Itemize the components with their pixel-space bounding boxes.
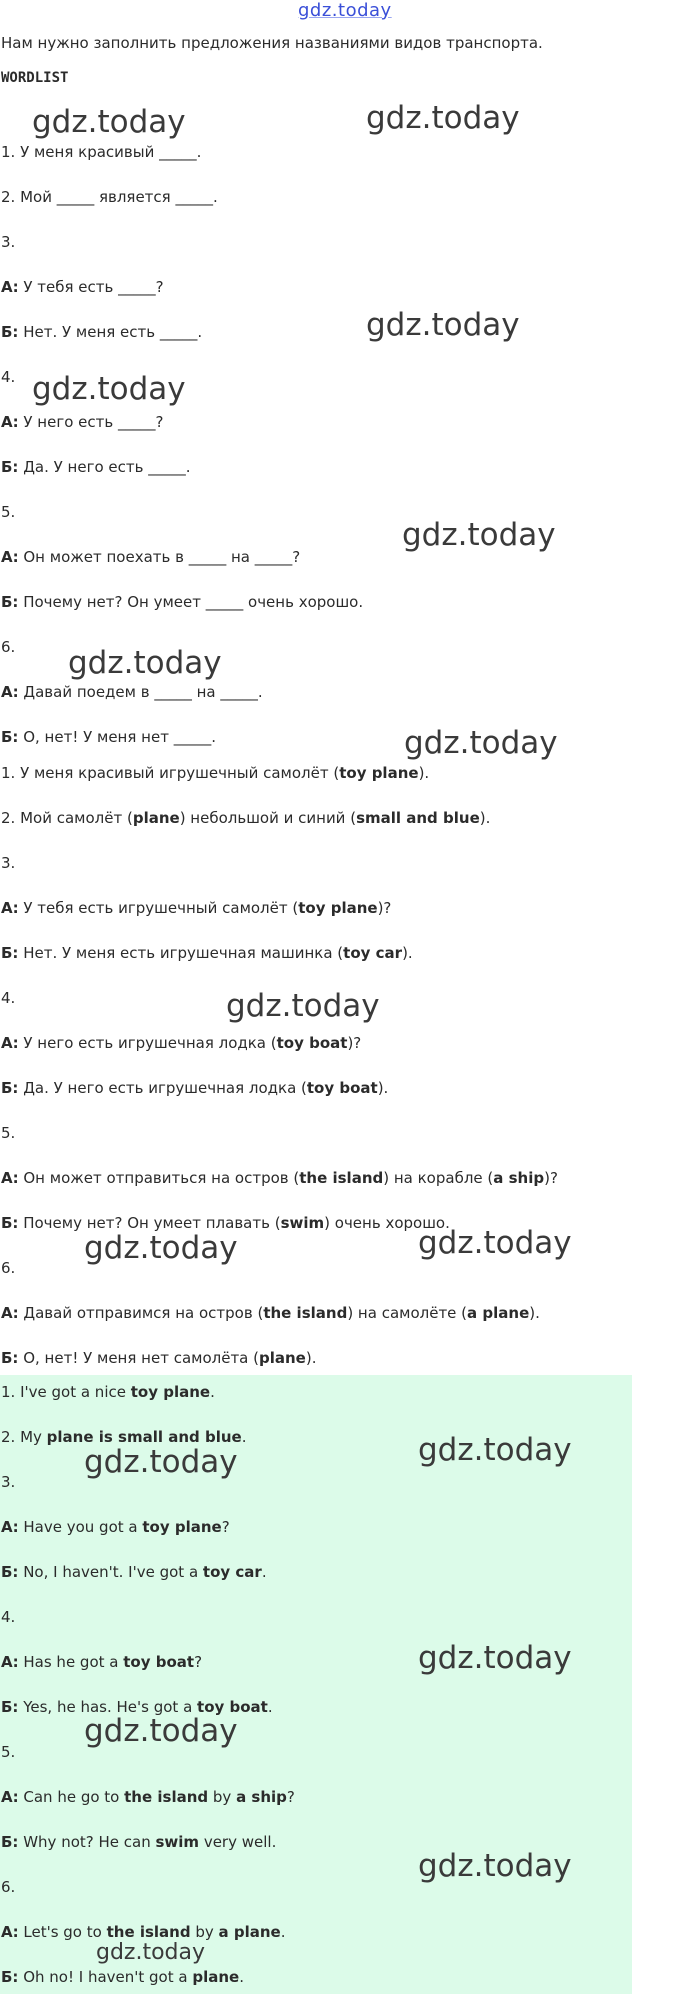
english-answer-line [1, 1967, 244, 1987]
text-segment: ). [529, 1304, 540, 1322]
text-segment: Нет. У меня есть _____. [18, 323, 203, 341]
text-segment: No, I haven't. I've got a [18, 1563, 203, 1581]
text-segment: 6. [1, 1878, 16, 1896]
exercise-line [1, 592, 363, 612]
text-segment: Давай отправимся на остров ( [18, 1304, 264, 1322]
exercise-line [1, 682, 263, 702]
exercise-line [1, 367, 15, 387]
watermark: gdz.today [84, 1230, 238, 1266]
text-segment: . [210, 1383, 215, 1401]
text-segment: ). [402, 944, 413, 962]
english-answer-line [1, 1652, 202, 1672]
watermark: gdz.today [366, 100, 520, 136]
text-segment: ). [479, 809, 491, 827]
bold-text: toy boat [276, 1034, 348, 1052]
bold-text: Б: [1, 593, 19, 611]
text-segment: 6. [1, 638, 16, 656]
russian-answer-line [1, 943, 413, 963]
text-segment: Can he go to [18, 1788, 125, 1806]
russian-answer-line [1, 898, 391, 918]
text-segment: . [261, 1563, 267, 1581]
text-segment: 4. [1, 1608, 16, 1626]
text-segment: ) на корабле ( [383, 1169, 494, 1187]
exercise-line [1, 277, 164, 297]
bold-text: Б: [1, 1563, 19, 1581]
exercise-line [1, 142, 201, 162]
bold-text: А: [1, 1518, 19, 1536]
bold-text: Б: [1, 323, 19, 341]
text-segment: Нет. У меня есть игрушечная машинка ( [18, 944, 344, 962]
bold-text: plane is small and blue [46, 1428, 242, 1446]
english-answer-box [0, 1375, 632, 1994]
english-answer-line [1, 1427, 247, 1447]
text-segment: У него есть _____? [18, 413, 164, 431]
exercise-line [1, 322, 202, 342]
text-segment: 4. [1, 368, 16, 386]
exercise-line [1, 547, 300, 567]
russian-answer-line [1, 1078, 388, 1098]
bold-text: А: [1, 683, 19, 701]
bold-text: Б: [1, 458, 19, 476]
bold-text: the island [124, 1788, 209, 1806]
bold-text: toy car [343, 944, 403, 962]
english-answer-line [1, 1787, 295, 1807]
bold-text: А: [1, 1169, 19, 1187]
russian-answer-line [1, 988, 15, 1008]
english-answer-line [1, 1472, 15, 1492]
english-answer-line [1, 1922, 286, 1942]
text-segment: 5. [1, 503, 16, 521]
bold-text: Б: [1, 1698, 19, 1716]
text-segment: О, нет! У меня нет _____. [18, 728, 216, 746]
wordlist-heading: WORDLIST [1, 70, 69, 86]
bold-text: toy plane [142, 1518, 222, 1536]
text-segment: )? [544, 1169, 558, 1187]
exercise-line [1, 232, 15, 252]
english-answer-line [1, 1607, 15, 1627]
text-segment: Let's go to [18, 1923, 107, 1941]
text-segment: 1. I've got a nice [1, 1383, 131, 1401]
text-segment: ? [194, 1653, 203, 1671]
watermark: gdz.today [418, 1225, 572, 1261]
text-segment: by [190, 1923, 219, 1941]
text-segment: . [280, 1923, 286, 1941]
text-segment: ) на самолёте ( [347, 1304, 468, 1322]
bold-text: plane [259, 1349, 306, 1367]
bold-text: plane [132, 809, 180, 827]
bold-text: А: [1, 278, 19, 296]
bold-text: toy boat [197, 1698, 268, 1716]
watermark: gdz.today [84, 1713, 238, 1749]
text-segment: 2. Мой самолёт ( [1, 809, 133, 827]
exercise-line [1, 187, 218, 207]
russian-answer-line [1, 1033, 361, 1053]
bold-text: toy plane [130, 1383, 211, 1401]
bold-text: А: [1, 548, 19, 566]
english-answer-line [1, 1562, 267, 1582]
text-segment: ). [418, 764, 430, 782]
intro-text: Нам нужно заполнить предложения названиями видов транспорта. [1, 34, 543, 52]
text-segment: У тебя есть _____? [18, 278, 164, 296]
text-segment: by [208, 1788, 237, 1806]
text-segment: ) очень хорошо. [324, 1214, 450, 1232]
russian-answer-line [1, 1168, 558, 1188]
text-segment: 1. У меня красивый _____. [1, 143, 202, 161]
text-segment: 3. [1, 233, 16, 251]
bold-text: the island [263, 1304, 348, 1322]
text-segment: 4. [1, 989, 16, 1007]
bold-text: swim [155, 1833, 200, 1851]
exercise-line [1, 457, 191, 477]
text-segment: 1. У меня красивый игрушечный самолёт ( [1, 764, 340, 782]
bold-text: toy plane [339, 764, 419, 782]
text-segment: Yes, he has. He's got a [18, 1698, 198, 1716]
bold-text: А: [1, 1923, 19, 1941]
exercise-line [1, 502, 15, 522]
bold-text: Б: [1, 1349, 19, 1367]
watermark: gdz.today [84, 1444, 238, 1480]
watermark: gdz.today [418, 1640, 572, 1676]
text-segment: very well. [199, 1833, 277, 1851]
watermark: gdz.today [68, 645, 222, 681]
text-segment: Почему нет? Он умеет _____ очень хорошо. [18, 593, 364, 611]
watermark: gdz.today [418, 1432, 572, 1468]
bold-text: a plane [218, 1923, 281, 1941]
text-segment: ) небольшой и синий ( [179, 809, 357, 827]
english-answer-line [1, 1382, 215, 1402]
text-segment: . [239, 1968, 244, 1986]
russian-answer-line [1, 808, 490, 828]
russian-answer-line [1, 1348, 316, 1368]
text-segment: . [267, 1698, 273, 1716]
russian-answer-line [1, 1303, 540, 1323]
bold-text: a plane [467, 1304, 530, 1322]
text-segment: Oh no! I haven't got a [18, 1968, 193, 1986]
bold-text: the island [299, 1169, 384, 1187]
text-segment: У него есть игрушечная лодка ( [18, 1034, 277, 1052]
russian-answer-line [1, 1258, 15, 1278]
text-segment: 2. Мой _____ является _____. [1, 188, 218, 206]
russian-answer-line [1, 853, 15, 873]
russian-answer-line [1, 1123, 15, 1143]
bold-text: small and blue [356, 809, 480, 827]
exercise-line [1, 412, 163, 432]
bold-text: Б: [1, 728, 19, 746]
english-answer-line [1, 1742, 15, 1762]
text-segment: 3. [1, 854, 16, 872]
watermark: gdz.today [226, 988, 380, 1024]
watermark: gdz.today [32, 104, 186, 140]
text-segment: Он может отправиться на остров ( [18, 1169, 300, 1187]
bold-text: А: [1, 1034, 19, 1052]
bold-text: А: [1, 1304, 19, 1322]
russian-answer-line [1, 763, 429, 783]
text-segment: Why not? He can [18, 1833, 156, 1851]
watermark: gdz.today [418, 1848, 572, 1884]
text-segment: Да. У него есть _____. [18, 458, 191, 476]
english-answer-line [1, 1697, 273, 1717]
bold-text: А: [1, 1788, 19, 1806]
text-segment: Он может поехать в _____ на _____? [18, 548, 301, 566]
bold-text: toy boat [306, 1079, 378, 1097]
bold-text: А: [1, 413, 19, 431]
text-segment: Have you got a [18, 1518, 143, 1536]
text-segment: Да. У него есть игрушечная лодка ( [18, 1079, 307, 1097]
bold-text: a ship [493, 1169, 545, 1187]
watermark: gdz.today [402, 517, 556, 553]
bold-text: toy boat [123, 1653, 195, 1671]
text-segment: )? [347, 1034, 362, 1052]
watermark: gdz.today [32, 371, 186, 407]
bold-text: the island [106, 1923, 191, 1941]
bold-text: swim [280, 1214, 325, 1232]
bold-text: Б: [1, 1214, 19, 1232]
text-segment: 2. My [1, 1428, 47, 1446]
text-segment: Давай поедем в _____ на _____. [18, 683, 263, 701]
text-segment: У тебя есть игрушечный самолёт ( [18, 899, 299, 917]
text-segment: . [241, 1428, 247, 1446]
exercise-line [1, 727, 216, 747]
text-segment: Has he got a [18, 1653, 124, 1671]
text-segment: 6. [1, 1259, 16, 1277]
text-segment: О, нет! У меня нет самолёта ( [18, 1349, 259, 1367]
watermark: gdz.today [96, 1940, 206, 1965]
russian-answer-line [1, 1213, 450, 1233]
text-segment: ? [221, 1518, 230, 1536]
site-logo[interactable]: gdz.today [298, 0, 392, 21]
text-segment: 5. [1, 1743, 16, 1761]
text-segment: )? [377, 899, 392, 917]
english-answer-line [1, 1877, 15, 1897]
text-segment: 3. [1, 1473, 16, 1491]
bold-text: Б: [1, 1079, 19, 1097]
bold-text: Б: [1, 944, 19, 962]
bold-text: А: [1, 899, 19, 917]
text-segment: ). [305, 1349, 317, 1367]
text-segment: Почему нет? Он умеет плавать ( [18, 1214, 281, 1232]
bold-text: Б: [1, 1968, 19, 1986]
text-segment: ? [286, 1788, 295, 1806]
bold-text: a ship [236, 1788, 287, 1806]
text-segment: 5. [1, 1124, 16, 1142]
bold-text: plane [192, 1968, 240, 1986]
bold-text: А: [1, 1653, 19, 1671]
text-segment: ). [377, 1079, 389, 1097]
watermark: gdz.today [404, 725, 558, 761]
bold-text: Б: [1, 1833, 19, 1851]
english-answer-line [1, 1832, 276, 1852]
english-answer-line [1, 1517, 230, 1537]
bold-text: toy car [202, 1563, 262, 1581]
bold-text: toy plane [298, 899, 378, 917]
watermark: gdz.today [366, 307, 520, 343]
exercise-line [1, 637, 15, 657]
